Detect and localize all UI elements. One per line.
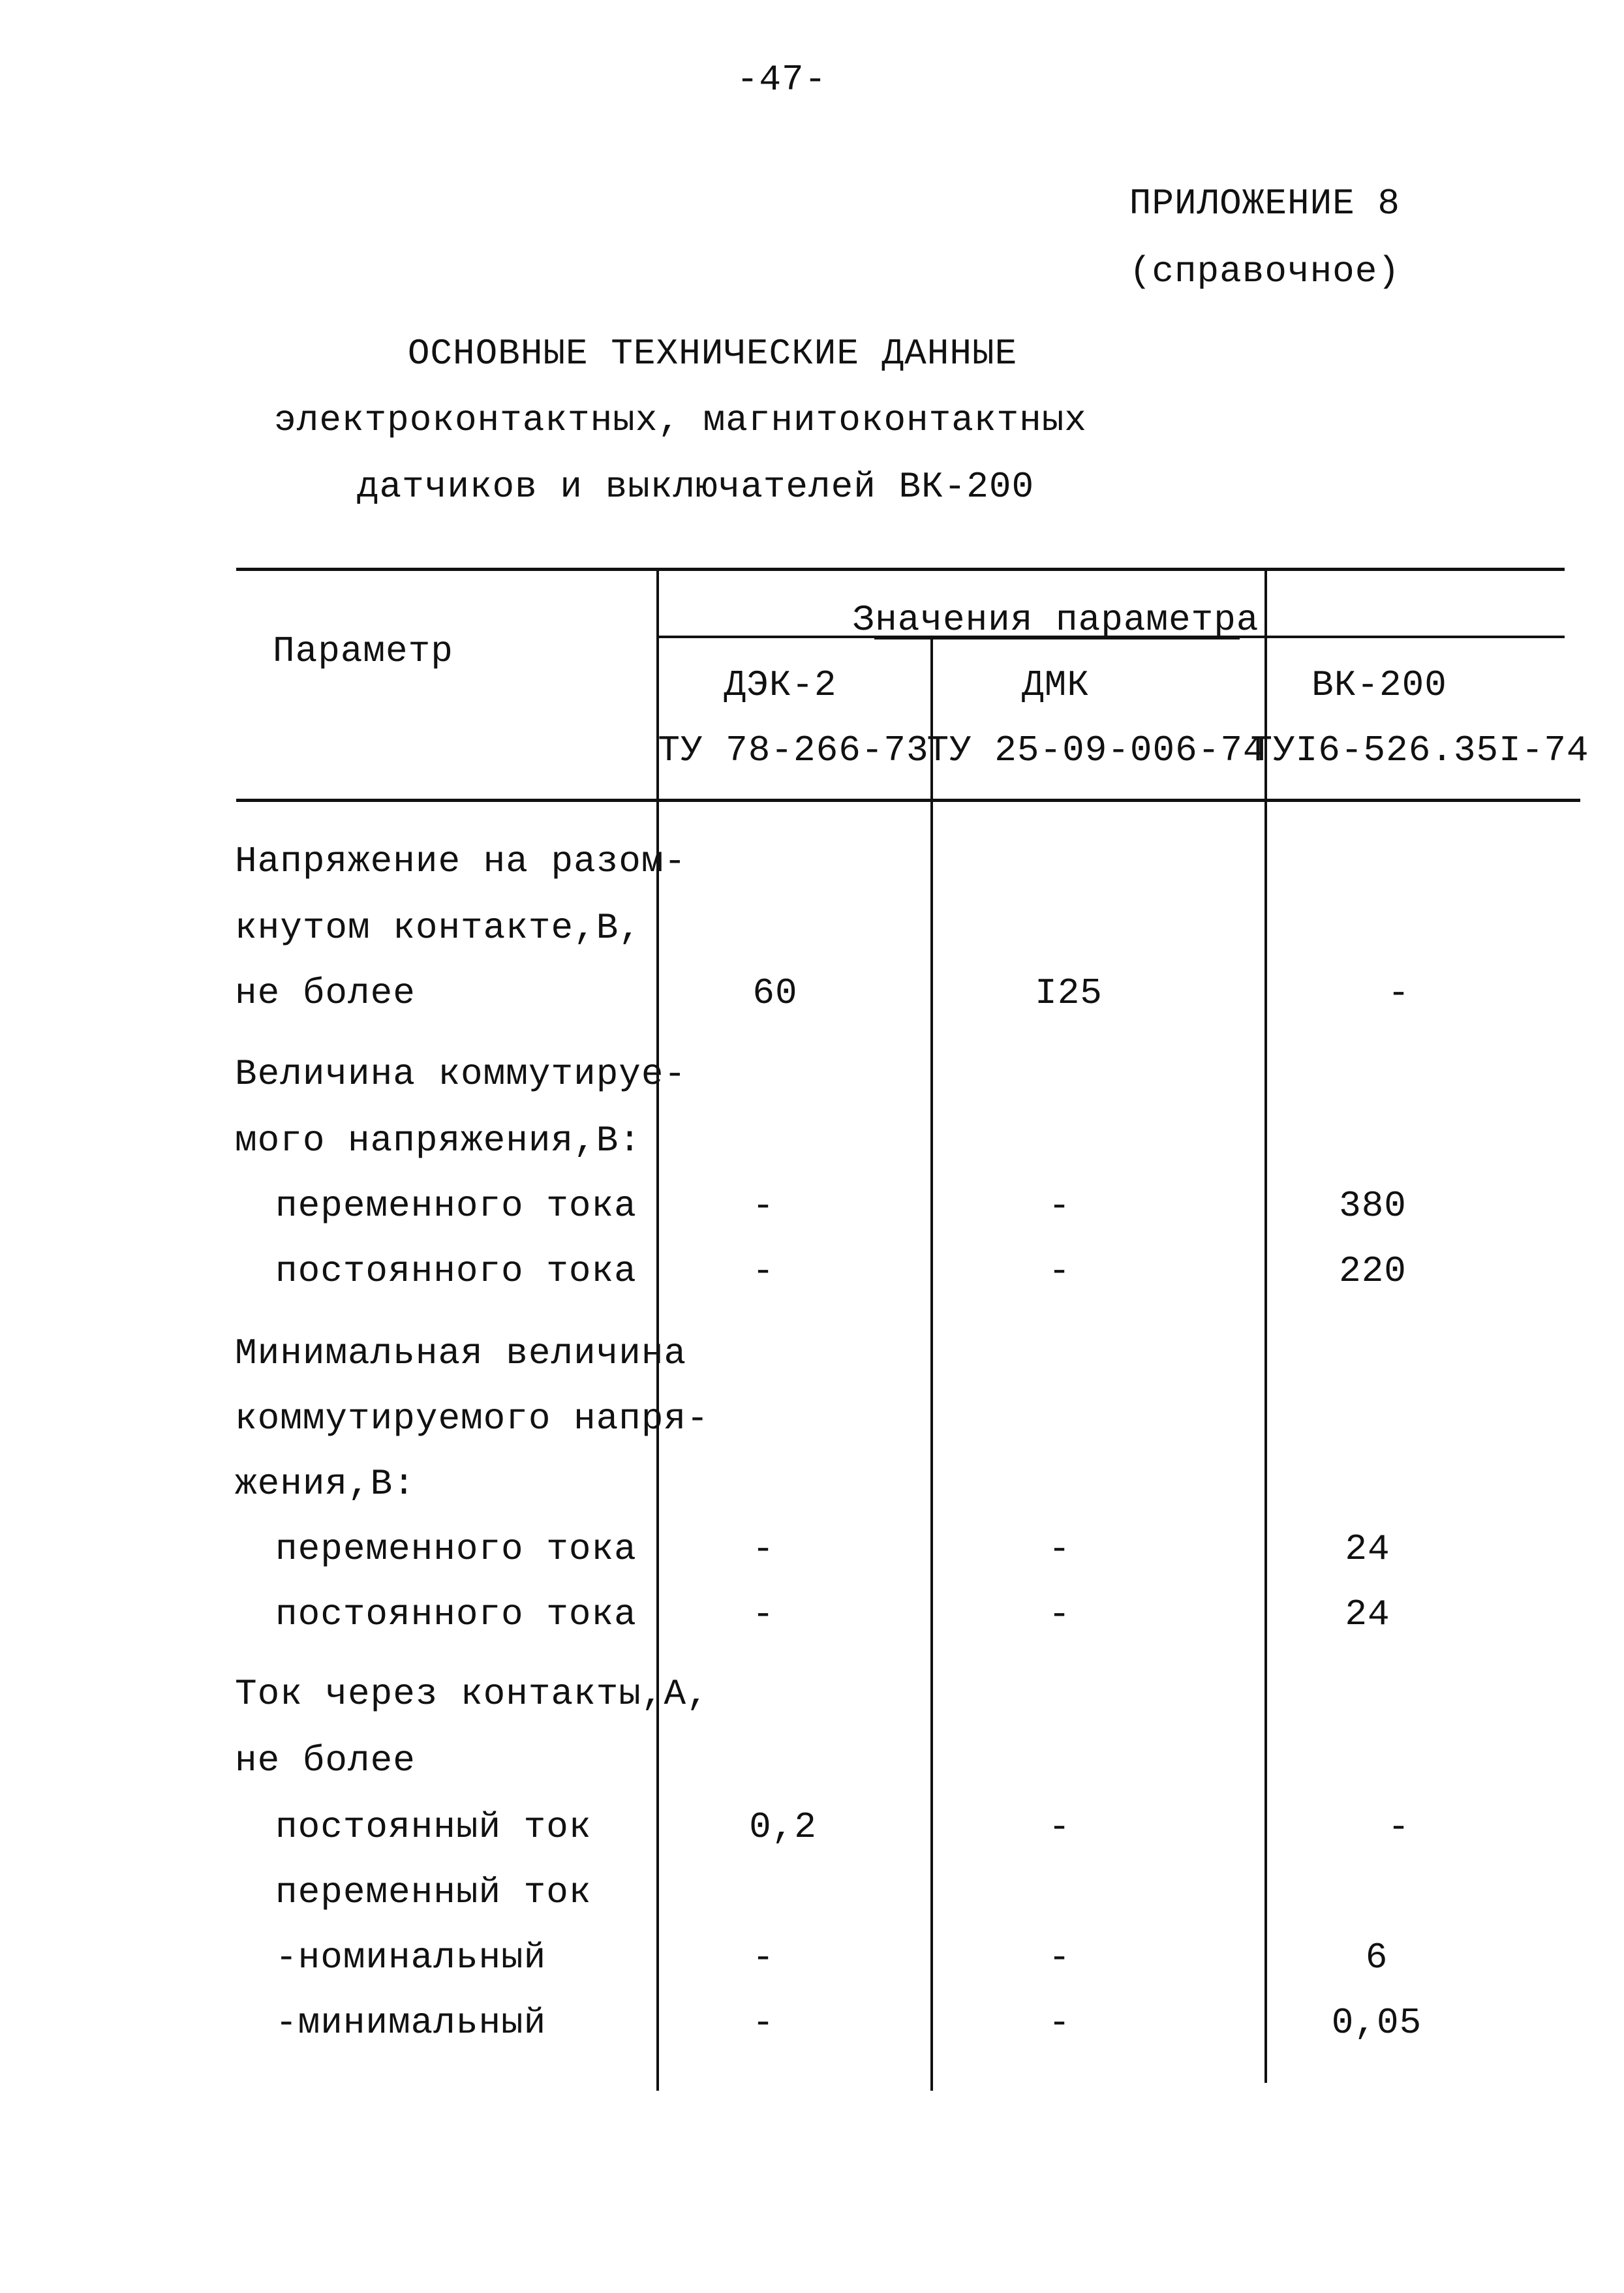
- page-number: -47-: [736, 59, 827, 100]
- cell-dek2: -: [752, 1937, 775, 1978]
- cell-dmk: -: [1048, 1185, 1071, 1227]
- cell-dmk: -: [1048, 1937, 1071, 1978]
- header-bottom-rule: [236, 799, 1580, 802]
- row-param: не более: [235, 972, 416, 1014]
- cell-dek2: 0,2: [749, 1806, 817, 1848]
- cell-dmk: -: [1048, 1593, 1071, 1635]
- cell-vk200: 0,05: [1331, 2002, 1422, 2044]
- cell-vk200: 24: [1345, 1593, 1390, 1635]
- row-param: постоянный ток: [275, 1806, 592, 1848]
- row-param: -номинальный: [275, 1937, 547, 1978]
- column-header-vk200: ВК-200: [1311, 664, 1447, 706]
- row-param: переменного тока: [275, 1528, 637, 1570]
- row-param: не более: [235, 1740, 416, 1781]
- cell-vk200: 6: [1365, 1937, 1388, 1978]
- column-spec-dek2: ТУ 78-266-73: [658, 730, 929, 771]
- param-column-header: Параметр: [273, 630, 453, 672]
- cell-dmk: I25: [1035, 972, 1103, 1014]
- column-divider-3: [1264, 568, 1267, 2083]
- cell-dmk: -: [1048, 1806, 1071, 1848]
- row-param: -минимальный: [275, 2002, 547, 2044]
- column-spec-vk200: ТУI6-526.35I-74: [1250, 730, 1589, 771]
- cell-vk200: 380: [1339, 1185, 1407, 1227]
- cell-dmk: -: [1048, 1528, 1071, 1570]
- cell-dmk: -: [1048, 2002, 1071, 2044]
- column-divider-1: [656, 568, 659, 2091]
- cell-vk200: -: [1387, 1806, 1411, 1848]
- cell-dek2: -: [752, 1528, 775, 1570]
- row-param: переменный ток: [275, 1871, 592, 1913]
- row-param: мого напряжения,В:: [235, 1120, 641, 1162]
- column-spec-dmk: ТУ 25-09-006-74: [927, 730, 1266, 771]
- values-group-underline: [874, 637, 1240, 639]
- appendix-note: (справочное): [1129, 251, 1400, 292]
- row-param: Величина коммутируе-: [235, 1053, 687, 1095]
- document-title: ОСНОВНЫЕ ТЕХНИЧЕСКИЕ ДАННЫЕ: [407, 333, 1018, 375]
- row-param: Минимальная величина: [235, 1332, 687, 1374]
- document-subtitle-line1: электроконтактных, магнитоконтактных: [274, 399, 1087, 441]
- column-divider-2: [930, 637, 933, 2091]
- cell-vk200: -: [1387, 972, 1411, 1014]
- cell-dek2: -: [752, 1593, 775, 1635]
- row-param: жения,В:: [235, 1463, 416, 1505]
- appendix-label: ПРИЛОЖЕНИЕ 8: [1129, 183, 1400, 224]
- column-header-dek2: ДЭК-2: [724, 664, 837, 706]
- column-header-dmk: ДМК: [1022, 664, 1090, 706]
- row-param: постоянного тока: [275, 1250, 637, 1292]
- cell-dek2: -: [752, 1250, 775, 1292]
- cell-dek2: -: [752, 2002, 775, 2044]
- cell-dmk: -: [1048, 1250, 1071, 1292]
- cell-dek2: 60: [752, 972, 798, 1014]
- row-param: постоянного тока: [275, 1593, 637, 1635]
- row-param: переменного тока: [275, 1185, 637, 1227]
- row-param: Напряжение на разом-: [235, 840, 687, 882]
- values-group-header: Значения параметра: [852, 599, 1259, 641]
- cell-vk200: 24: [1345, 1528, 1390, 1570]
- cell-vk200: 220: [1339, 1250, 1407, 1292]
- cell-dek2: -: [752, 1185, 775, 1227]
- table-top-rule: [236, 568, 1565, 571]
- row-param: коммутируемого напря-: [235, 1398, 709, 1439]
- row-param: кнутом контакте,В,: [235, 907, 641, 949]
- row-param: Ток через контакты,А,: [235, 1673, 709, 1715]
- document-subtitle-line2: датчиков и выключателей ВК-200: [356, 466, 1035, 508]
